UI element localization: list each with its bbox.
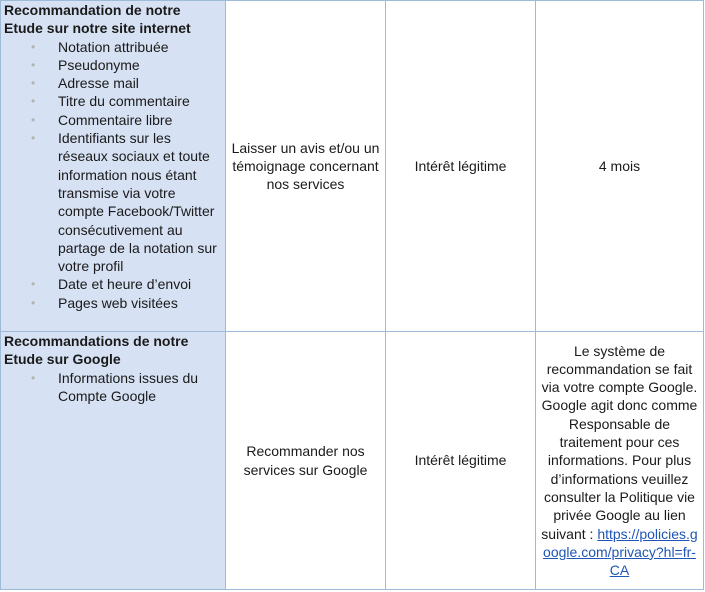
- legal-basis-cell: Intérêt légitime: [386, 1, 536, 332]
- retention-cell: 4 mois: [536, 1, 704, 332]
- list-item: • Date et heure d’envoi: [31, 276, 192, 293]
- bullet-icon: •: [31, 131, 36, 146]
- list-item: • Identifiants sur les réseaux sociaux et toute information nous étant transmise via votre compte Facebook/Twitter consécutivement au partage de la notation sur votre profil: [31, 130, 217, 275]
- category-title: Recommandations de notre Etude sur Google: [4, 333, 189, 368]
- list-item: • Pseudonyme: [31, 56, 140, 73]
- table-row: [1, 332, 704, 590]
- bullet-icon: •: [31, 57, 36, 72]
- list-item: • Pages web visitées: [31, 294, 178, 311]
- bullet-icon: •: [31, 39, 36, 54]
- data-items-list: [4, 38, 222, 312]
- data-items-list: [4, 369, 222, 406]
- list-item: • Adresse mail: [31, 75, 139, 92]
- purpose-cell: Recommander nos services sur Google: [226, 332, 386, 590]
- bullet-icon: •: [31, 295, 36, 310]
- list-item: • Notation attribuée: [31, 38, 169, 55]
- list-item: • Titre du commentaire: [31, 93, 190, 110]
- retention-cell: [536, 332, 704, 590]
- purpose-cell: Laisser un avis et/ou un témoignage concernant nos services: [226, 1, 386, 332]
- bullet-icon: •: [31, 112, 36, 127]
- data-category-cell: [1, 332, 226, 590]
- legal-basis-cell: Intérêt légitime: [386, 332, 536, 590]
- bullet-icon: •: [31, 370, 36, 385]
- bullet-icon: •: [31, 277, 36, 292]
- list-item: • Informations issues du Compte Google: [31, 369, 199, 404]
- data-category-cell: [1, 1, 226, 332]
- bullet-icon: •: [31, 76, 36, 91]
- list-item: • Commentaire libre: [31, 111, 173, 128]
- google-privacy-link[interactable]: https://policies.google.com/privacy?hl=fr-CA: [543, 525, 698, 579]
- bullet-icon: •: [31, 94, 36, 109]
- retention-text: Le système de recommandation se fait via votre compte Google. Google agit donc comme Responsable de traitement pour ces informations. Pour plus d’informations veuillez consulter la Politique vie privée Google au lien suivant :: [541, 342, 698, 542]
- category-title: Recommandation de notre Etude sur notre site internet: [4, 2, 191, 37]
- table-row: [1, 1, 704, 332]
